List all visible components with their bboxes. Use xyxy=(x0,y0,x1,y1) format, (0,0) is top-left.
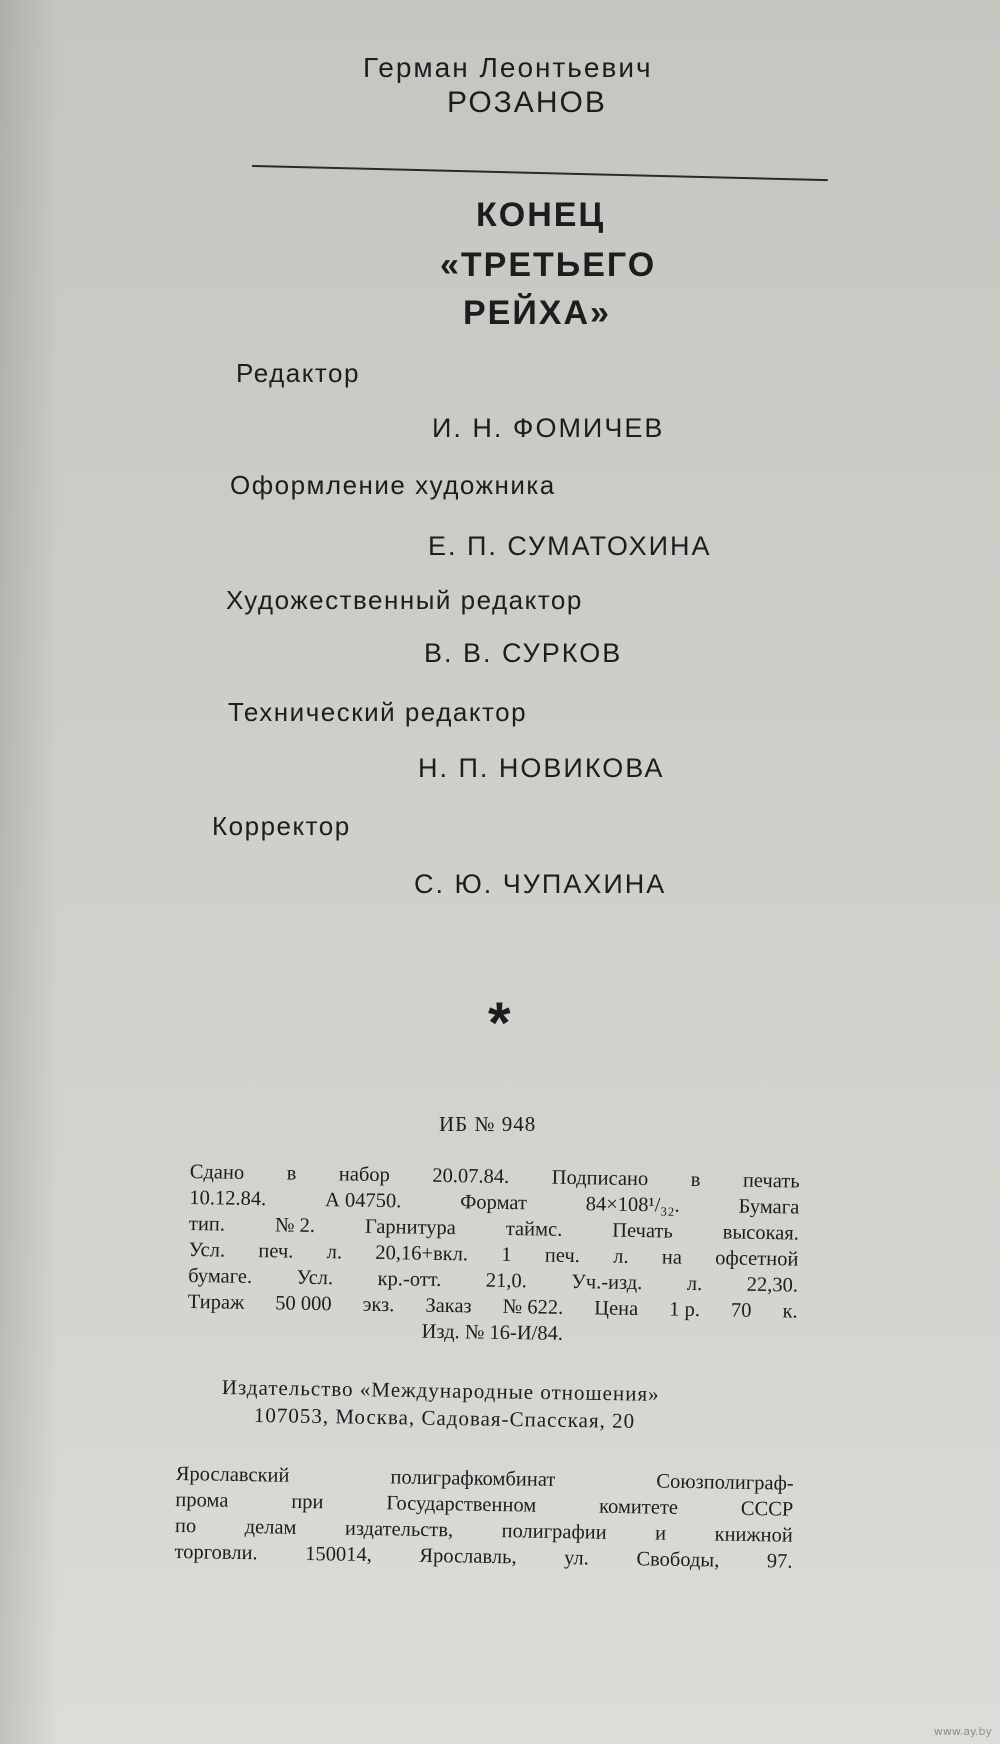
credit-person-editor: И. Н. ФОМИЧЕВ xyxy=(432,413,665,443)
printer-word: торговли. xyxy=(174,1540,258,1565)
imprint-word: 10.12.84. xyxy=(189,1186,267,1211)
printer-word: ул. xyxy=(563,1547,590,1570)
imprint-word: Уч.-изд. xyxy=(571,1271,643,1295)
author-surname: РОЗАНОВ xyxy=(447,86,607,119)
imprint-word: печ. xyxy=(544,1244,581,1268)
author-name: Герман Леонтьевич xyxy=(363,52,653,83)
printer-word: Ярославль, xyxy=(419,1544,517,1569)
imprint-word: таймс. xyxy=(505,1217,563,1241)
credit-role-designer: Оформление художника xyxy=(230,470,556,500)
imprint-word: № 2. xyxy=(274,1214,316,1237)
credit-person-designer: Е. П. СУМАТОХИНА xyxy=(428,531,712,561)
imprint-word: на xyxy=(661,1246,683,1269)
credit-person-art-editor: В. В. СУРКОВ xyxy=(424,638,623,668)
imprint-word: Усл. xyxy=(188,1238,226,1262)
imprint-word: 84×108¹/₃₂. xyxy=(585,1193,680,1217)
imprint-word: 20,16+вкл. xyxy=(375,1241,469,1266)
imprint-word: л. xyxy=(613,1245,629,1268)
printer-word: при xyxy=(291,1490,324,1514)
imprint-word: 22,30. xyxy=(746,1273,799,1297)
credit-person-proofreader: С. Ю. ЧУПАХИНА xyxy=(414,869,667,899)
imprint-word: 1 xyxy=(501,1243,512,1267)
printer-word: полиграфкомбинат xyxy=(390,1466,556,1491)
imprint-word: набор xyxy=(338,1163,391,1187)
title-divider xyxy=(252,165,828,181)
printer-word: Государственном xyxy=(386,1492,537,1517)
edition-number: Изд. № 16-И/84. xyxy=(421,1320,564,1345)
imprint-word: 21,0. xyxy=(485,1269,527,1293)
section-asterisk: * xyxy=(488,991,511,1056)
imprint-word: тип. xyxy=(188,1212,226,1236)
imprint-word: А 04750. xyxy=(324,1189,402,1213)
printer-word: делам xyxy=(244,1516,297,1539)
book-title-line-2: «ТРЕТЬЕГО xyxy=(440,246,657,284)
credit-role-art-editor: Художественный редактор xyxy=(226,585,583,615)
imprint-word: Печать xyxy=(612,1219,673,1243)
printer-word: прома xyxy=(175,1488,229,1512)
imprint-word: л. xyxy=(326,1241,343,1264)
printer-word: Союзполиграф- xyxy=(656,1470,794,1495)
imprint-word: бумаге. xyxy=(187,1264,253,1288)
imprint-word: 70 xyxy=(730,1299,752,1322)
printer-block xyxy=(174,1461,794,1575)
credit-person-tech-editor: Н. П. НОВИКОВА xyxy=(418,753,665,783)
imprint-word: № 622. xyxy=(502,1295,564,1319)
imprint-word: к. xyxy=(782,1300,798,1323)
printer-word: Ярославский xyxy=(175,1462,290,1487)
imprint-word: 50 000 xyxy=(275,1292,332,1316)
imprint-word: офсетной xyxy=(715,1247,799,1271)
publisher-address: 107053, Москва, Садовая-Спасская, 20 xyxy=(253,1403,636,1433)
site-watermark: www.ay.by xyxy=(933,1725,992,1738)
imprint-word: Тираж xyxy=(187,1290,245,1314)
printer-word: полиграфии xyxy=(501,1520,607,1544)
imprint-word: 20.07.84. xyxy=(432,1164,510,1189)
imprint-word: Формат xyxy=(459,1191,528,1215)
imprint-block xyxy=(187,1159,800,1351)
book-title-line-3: РЕЙХА» xyxy=(463,294,611,332)
imprint-word: Бумага xyxy=(738,1195,800,1219)
imprint-word: Заказ xyxy=(425,1294,472,1318)
imprint-word: Сдано xyxy=(189,1160,245,1184)
printer-word: комитете xyxy=(598,1495,679,1519)
publisher-name: Издательство «Международные отношения» xyxy=(221,1375,660,1406)
credit-role-proofreader: Корректор xyxy=(212,811,351,841)
imprint-word: Подписано xyxy=(551,1166,649,1191)
credit-role-editor: Редактор xyxy=(236,358,360,388)
page-edge-shadow xyxy=(0,0,60,1744)
imprint-word: 1 р. xyxy=(669,1298,701,1322)
imprint-word: Гарнитура xyxy=(364,1215,457,1240)
imprint-word: кр.-отт. xyxy=(377,1267,442,1291)
printer-word: издательств, xyxy=(344,1517,454,1542)
imprint-word: Усл. xyxy=(296,1266,334,1290)
imprint-word: высокая. xyxy=(722,1221,800,1245)
imprint-word: в xyxy=(690,1168,701,1192)
imprint-word: печ. xyxy=(258,1240,294,1263)
imprint-word: в xyxy=(286,1162,297,1185)
printer-word: 97. xyxy=(766,1550,793,1573)
imprint-word: Цена xyxy=(594,1297,639,1321)
printer-word: СССР xyxy=(740,1497,794,1521)
printer-word: 150014, xyxy=(305,1543,372,1567)
printer-word: и xyxy=(654,1522,667,1545)
credit-role-tech-editor: Технический редактор xyxy=(228,697,528,727)
printer-word: книжной xyxy=(714,1523,794,1547)
book-title-line-1: КОНЕЦ xyxy=(476,196,606,234)
printer-word: Свободы, xyxy=(636,1548,720,1572)
ib-number: ИБ № 948 xyxy=(439,1112,537,1136)
imprint-word: печать xyxy=(742,1169,800,1193)
imprint-word: л. xyxy=(686,1272,703,1296)
printer-word: по xyxy=(174,1514,197,1538)
imprint-word: экз. xyxy=(362,1293,395,1317)
